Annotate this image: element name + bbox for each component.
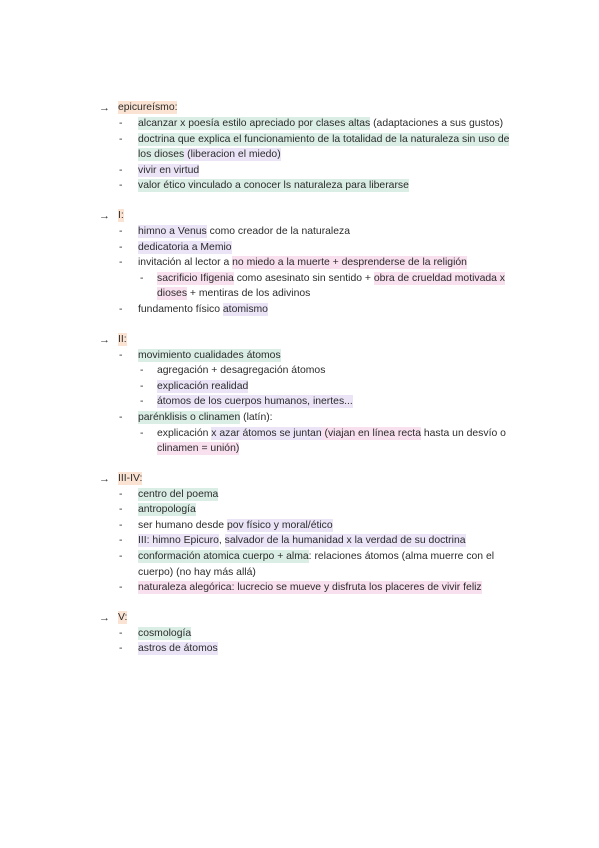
text-segment: invitación al lector a — [138, 257, 233, 269]
dash-marker: - — [119, 551, 123, 563]
text-segment: como asesinato sin sentido + — [233, 272, 374, 284]
notes-page — [0, 100, 599, 671]
dash-marker: - — [119, 257, 123, 269]
dash-marker: - — [119, 627, 123, 639]
text-segment: (adaptaciones a sus gustos) — [370, 118, 504, 129]
highlighted-text: astros de átomos — [138, 643, 218, 655]
highlighted-text: valor ético vinculado a conocer ls naturaleza para liberarse — [138, 180, 409, 192]
highlighted-text: clinamen = unión) — [157, 443, 240, 455]
highlighted-text: obra de crueldad motivada x dioses — [157, 272, 506, 300]
bullet-item — [0, 487, 599, 503]
heading-text: III-IV: — [118, 472, 143, 484]
highlighted-text: átomos de los cuerpos humanos, inertes... — [157, 396, 353, 408]
bullet-item — [0, 255, 599, 271]
text-segment: : relaciones átomos (alma muerre con el cuerpo) (no hay más allá) — [138, 551, 495, 578]
bullet-item — [0, 178, 599, 194]
bullet-item — [0, 410, 599, 426]
dash-marker: - — [119, 303, 123, 315]
dash-marker: - — [140, 396, 144, 408]
text-segment: + mentiras de los adivinos — [187, 288, 311, 300]
arrow-icon: → — [99, 472, 110, 485]
sub-bullet-item — [0, 394, 599, 410]
sub-bullet-item — [0, 271, 599, 302]
sub-bullet-item — [0, 379, 599, 395]
highlighted-text: sacrificio Ifigenia — [157, 272, 234, 284]
text-segment: , — [218, 535, 225, 547]
bullet-item — [0, 626, 599, 642]
highlighted-text: atomismo — [222, 303, 268, 315]
arrow-icon: → — [99, 102, 110, 114]
bullet-item — [0, 641, 599, 657]
dash-marker: - — [119, 225, 123, 237]
highlighted-text: alcanzar x poesía estilo apreciado por clases altas — [138, 118, 371, 129]
text-segment: como creador de la naturaleza — [206, 225, 350, 237]
heading-text: I: — [118, 209, 124, 221]
dash-marker: - — [119, 349, 123, 361]
arrow-icon: → — [99, 209, 110, 222]
dash-marker: - — [119, 582, 123, 594]
dash-marker: - — [119, 118, 123, 129]
dash-marker: - — [119, 133, 123, 145]
highlighted-text: no miedo a la muerte + desprenderse de la religión — [232, 257, 467, 269]
dash-marker: - — [119, 180, 123, 192]
highlighted-text: naturaleza alegórica: lucrecio se mueve y disfruta los placeres de vivir feliz — [138, 582, 482, 594]
highlighted-text: explicación realidad — [157, 380, 249, 392]
highlighted-text: centro del poema — [138, 488, 219, 500]
highlighted-text: pov físico y moral/ético — [226, 519, 333, 531]
outline-section — [0, 100, 599, 194]
highlighted-text: doctrina que explica el funcionamiento de la totalidad de la naturaleza sin uso de los dioses — [138, 133, 510, 161]
bullet-item — [0, 224, 599, 240]
outline-section — [0, 471, 599, 596]
text-segment: fundamento físico — [138, 303, 223, 315]
dash-marker: - — [119, 164, 123, 176]
dash-marker: - — [119, 241, 123, 253]
bullet-item — [0, 240, 599, 256]
bullet-item — [0, 302, 599, 318]
dash-marker: - — [119, 643, 123, 655]
dash-marker: - — [140, 272, 144, 284]
bullet-item — [0, 163, 599, 179]
dash-marker: - — [140, 380, 144, 392]
outline-section — [0, 208, 599, 318]
text-segment: explicación — [157, 427, 212, 439]
bullet-item — [0, 116, 599, 132]
highlighted-text: conformación atomica cuerpo + alma — [138, 551, 309, 563]
highlighted-text: himno a Venus — [138, 225, 207, 237]
section-heading — [0, 100, 599, 116]
highlighted-text: movimiento cualidades átomos — [138, 349, 281, 361]
arrow-icon: → — [99, 333, 110, 346]
section-heading — [0, 610, 599, 626]
text-segment: (latín): — [240, 411, 273, 423]
heading-text: epicureísmo: — [118, 102, 178, 113]
dash-marker: - — [119, 535, 123, 547]
dash-marker: - — [119, 519, 123, 531]
heading-text: II: — [118, 333, 127, 345]
text-segment: agregación + desagregación átomos — [157, 365, 326, 377]
sub-bullet-item — [0, 363, 599, 379]
highlighted-text: x azar átomos se juntan — [211, 427, 322, 439]
dash-marker: - — [119, 411, 123, 423]
highlighted-text: antropología — [138, 504, 196, 516]
bullet-item — [0, 533, 599, 549]
bullet-item — [0, 132, 599, 163]
sub-bullet-item — [0, 426, 599, 457]
text-segment: ser humano desde — [138, 519, 227, 531]
highlighted-text: (liberacion el miedo) — [184, 149, 281, 161]
section-heading — [0, 471, 599, 487]
highlighted-text: vivir en virtud — [138, 164, 200, 176]
dash-marker: - — [119, 488, 123, 500]
dash-marker: - — [140, 365, 144, 377]
section-heading — [0, 208, 599, 224]
bullet-item — [0, 502, 599, 518]
section-heading — [0, 332, 599, 348]
highlighted-text: parénklisis o clinamen — [138, 411, 241, 423]
highlighted-text: (viajan en línea recta — [321, 427, 421, 439]
bullet-item — [0, 580, 599, 596]
bullet-item — [0, 518, 599, 534]
highlighted-text: dedicatoria a Memio — [138, 241, 232, 253]
outline-section — [0, 610, 599, 657]
highlighted-text: salvador de la humanidad x la verdad de su doctrina — [224, 535, 466, 547]
dash-marker: - — [140, 427, 144, 439]
heading-text: V: — [118, 611, 128, 623]
bullet-item — [0, 348, 599, 364]
text-segment: hasta un desvío o — [420, 427, 506, 439]
highlighted-text: cosmología — [138, 627, 192, 639]
highlighted-text: III: himno Epicuro — [138, 535, 219, 547]
arrow-icon: → — [99, 611, 110, 624]
dash-marker: - — [119, 504, 123, 516]
bullet-item — [0, 549, 599, 580]
outline-section — [0, 332, 599, 457]
